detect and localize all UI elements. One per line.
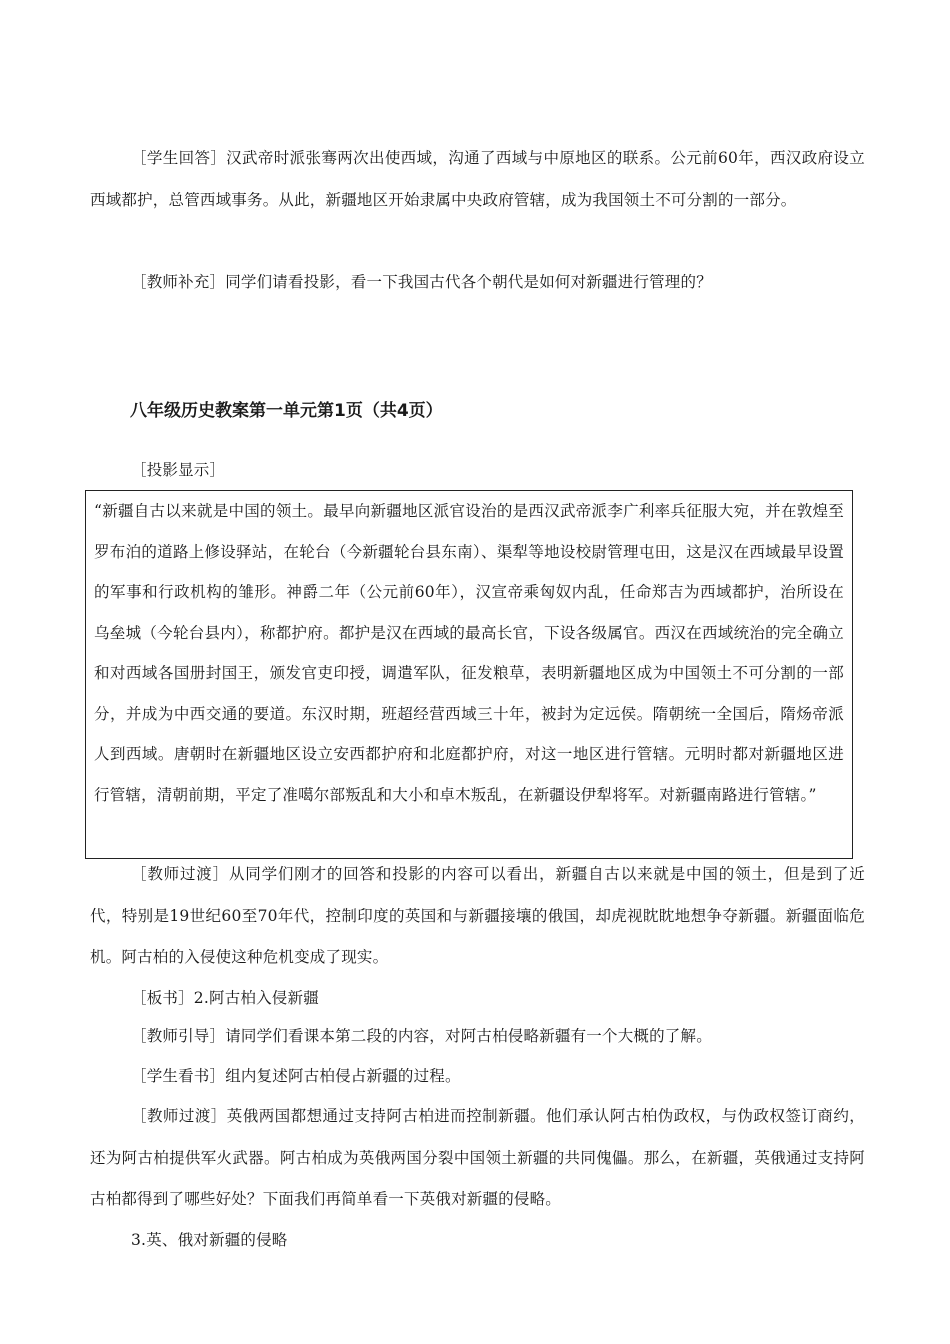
student-reading-paragraph: ［学生看书］组内复述阿古柏侵占新疆的过程。 [131,1067,461,1085]
teacher-transition-paragraph: ［教师过渡］从同学们刚才的回答和投影的内容可以看出，新疆自古以来就是中国的领土，但是到了近代，特别是19世纪60至70年代，控制印度的英国和与新疆接壤的俄国，却虎视眈眈地想争夺新疆。新疆面临危机。阿古柏的入侵使这种危机变成了现实。 [90,865,865,966]
projection-quote-box [85,490,853,859]
teacher-supplement-paragraph: ［教师补充］同学们请看投影，看一下我国古代各个朝代是如何对新疆进行管理的？ [131,273,712,291]
section-heading: 八年级历史教案第一单元第1页（共4页） [130,401,443,421]
projection-label: ［投影显示］ [131,461,226,479]
teacher-transition-paragraph-2: ［教师过渡］英俄两国都想通过支持阿古柏进而控制新疆。他们承认阿古柏伪政权，与伪政权签订商约，还为阿古柏提供军火武器。阿古柏成为英俄两国分裂中国领土新疆的共同傀儡。那么，在新疆，英俄通过支持阿古柏都得到了哪些好处？下面我们再简单看一下英俄对新疆的侵略。 [90,1107,865,1208]
student-answer-paragraph: ［学生回答］汉武帝时派张骞两次出使西域，沟通了西域与中原地区的联系。公元前60年，西汉政府设立西域都护，总管西域事务。从此，新疆地区开始隶属中央政府管辖，成为我国领土不可分割的一部分。 [90,149,865,209]
projection-quote-text: “新疆自古以来就是中国的领土。最早向新疆地区派官设治的是西汉武帝派李广利率兵征服大宛，并在敦煌至罗布泊的道路上修设驿站，在轮台（今新疆轮台县东南）、渠犁等地设校尉管理屯田，这是汉在西域最早设置的军事和行政机构的雏形。神爵二年（公元前60年），汉宣帝乘匈奴内乱，任命郑吉为西域都护，治所设在乌垒城（今轮台县内），称都护府。都护是汉在西域的最高长官，下设各级属官。西汉在西域统治的完全确立和对西域各国册封国王，颁发官吏印授，调遣军队，征发粮草，表明新疆地区成为中国领土不可分割的一部分，并成为中西交通的要道。东汉时期，班超经营西域三十年，被封为定远侯。隋朝统一全国后，隋炀帝派人到西域。唐朝时在新疆地区设立安西都护府和北庭都护府，对这一地区进行管辖。元明时都对新疆地区进行管辖，清朝前期，平定了准噶尔部叛乱和大小和卓木叛乱，在新疆设伊犁将军。对新疆南路进行管辖。” [94,502,844,804]
teacher-guide-paragraph: ［教师引导］请同学们看课本第二段的内容，对阿古柏侵略新疆有一个大概的了解。 [131,1027,712,1045]
board-note-paragraph: ［板书］2.阿古柏入侵新疆 [131,989,319,1007]
subsection-heading: 3.英、俄对新疆的侵略 [131,1231,288,1249]
